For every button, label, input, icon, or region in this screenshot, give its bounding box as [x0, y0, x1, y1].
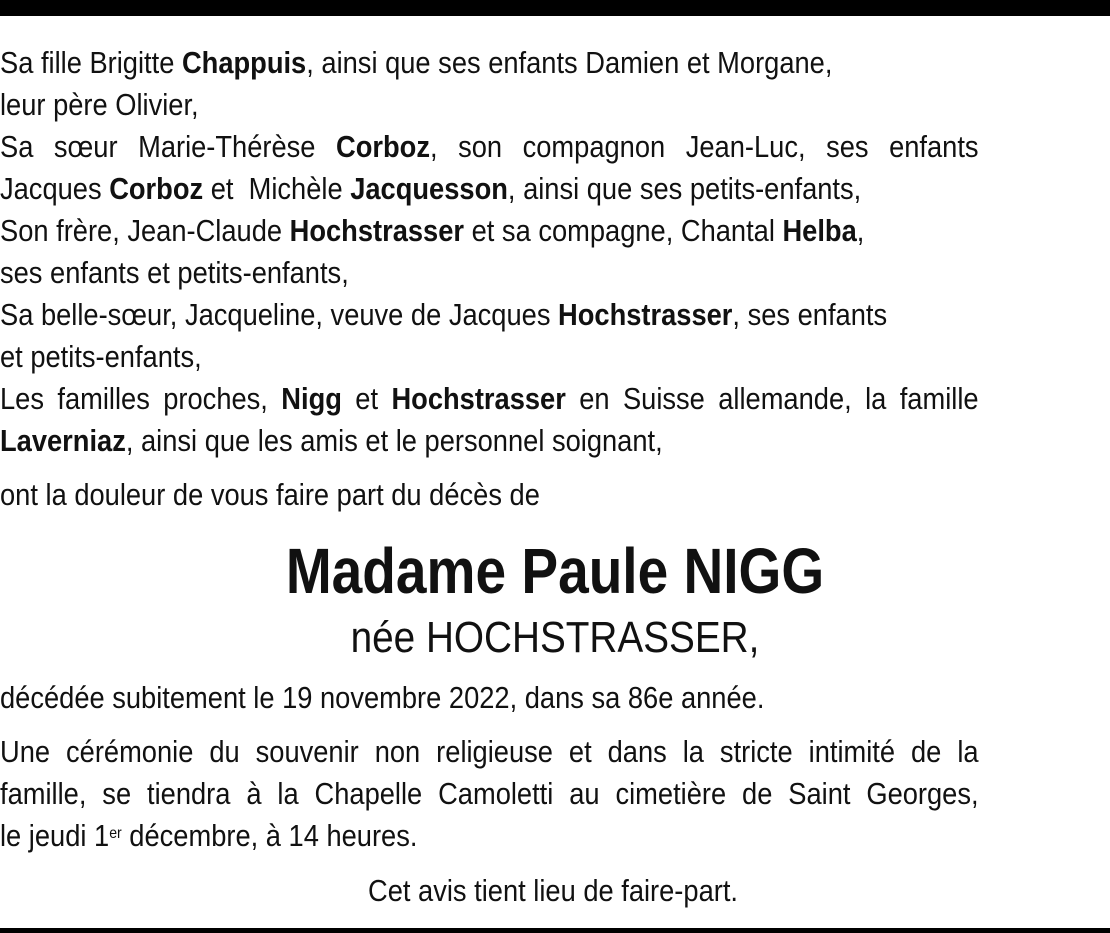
text: et Michèle: [203, 171, 351, 206]
text: , ainsi que ses petits-enfants,: [507, 171, 862, 206]
surname: Hochstrasser: [289, 213, 465, 248]
text: Les familles proches,: [0, 381, 282, 416]
text: en Suisse allemande, la famille: [565, 381, 979, 416]
text: Sa sœur Marie-Thérèse: [0, 129, 337, 164]
surname: Laverniaz: [0, 423, 126, 458]
surname: Corboz: [109, 171, 204, 206]
ceremony-line-1: Une cérémonie du souvenir non religieuse et dans la stricte intimité de la: [0, 734, 979, 769]
family-line-9: [0, 378, 979, 420]
surname: Corboz: [336, 129, 430, 164]
surname: Chappuis: [181, 45, 307, 80]
family-line-4: [0, 168, 979, 210]
text: ,: [856, 213, 865, 248]
family-line-7: [0, 294, 979, 336]
surname: Jacquesson: [350, 171, 508, 206]
family-line-5: [0, 210, 979, 252]
text: et: [341, 381, 392, 416]
family-line-10: [0, 420, 979, 462]
text: , ainsi que ses enfants Damien et Morgane,: [306, 45, 833, 80]
family-line-6: [0, 252, 979, 294]
family-line-3: [0, 126, 979, 168]
death-line: décédée subitement le 19 novembre 2022, dans sa 86e année.: [0, 680, 765, 715]
bottom-rule: [0, 928, 1110, 933]
ordinal-suffix: er: [109, 825, 122, 842]
text: décembre, à 14 heures.: [121, 818, 418, 853]
ceremony-line-3: [0, 815, 979, 857]
text: Sa fille Brigitte: [0, 45, 182, 80]
family-line-1: [0, 42, 979, 84]
surname: Hochstrasser: [391, 381, 566, 416]
family-line-2: [0, 84, 979, 126]
top-rule: [0, 0, 1110, 16]
text: le jeudi 1: [0, 818, 110, 853]
footer-note: Cet avis tient lieu de faire-part.: [368, 873, 738, 908]
text: , ses enfants: [732, 297, 888, 332]
deceased-name: Madame Paule NIGG: [285, 535, 825, 607]
family-line-8: [0, 336, 979, 378]
text: et sa compagne, Chantal: [464, 213, 783, 248]
text: et petits-enfants,: [0, 339, 202, 374]
surname: Helba: [782, 213, 857, 248]
text: leur père Olivier,: [0, 87, 199, 122]
surname: Hochstrasser: [558, 297, 733, 332]
text: , son compagnon Jean-Luc, ses enfants: [429, 129, 979, 164]
text: , ainsi que les amis et le personnel soignant,: [125, 423, 663, 458]
text: Sa belle-sœur, Jacqueline, veuve de Jacques: [0, 297, 559, 332]
ceremony-line-2: famille, se tiendra à la Chapelle Camoletti au cimetière de Saint Georges,: [0, 776, 979, 811]
text: ses enfants et petits-enfants,: [0, 255, 349, 290]
announcement: ont la douleur de vous faire part du décès de: [0, 477, 540, 512]
maiden-name: née HOCHSTRASSER,: [350, 613, 760, 662]
text: Jacques: [0, 171, 110, 206]
surname: Nigg: [281, 381, 342, 416]
text: Son frère, Jean-Claude: [0, 213, 290, 248]
